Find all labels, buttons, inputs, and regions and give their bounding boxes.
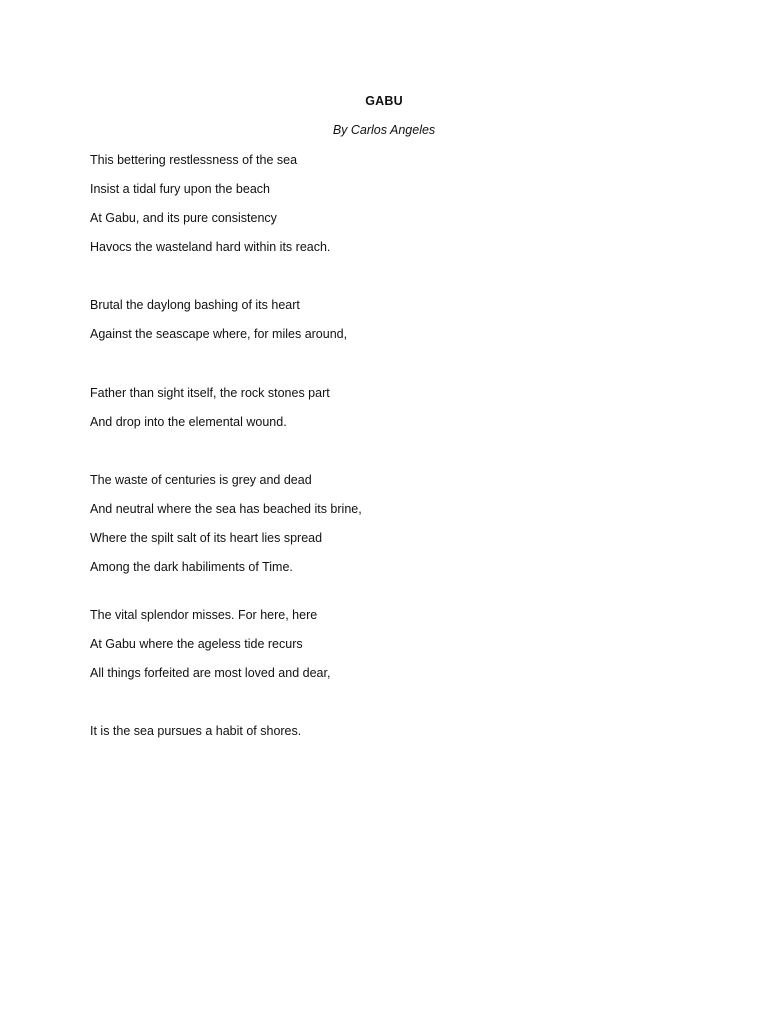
stanza-6 [90, 723, 301, 752]
poem-line: Havocs the wasteland hard within its reach. [90, 240, 331, 254]
poem-line: At Gabu where the ageless tide recurs [90, 637, 303, 651]
poem-author: By Carlos Angeles [332, 123, 436, 137]
poem-line: And drop into the elemental wound. [90, 415, 287, 429]
poem-line: Where the spilt salt of its heart lies spread [90, 531, 323, 545]
stanza-5 [90, 607, 330, 694]
poem-line: The waste of centuries is grey and dead [90, 473, 312, 487]
stanza-3 [90, 385, 330, 443]
stanza-2 [90, 297, 347, 355]
poem-line: The vital splendor misses. For here, here [90, 608, 318, 622]
poem-line: Brutal the daylong bashing of its heart [90, 298, 300, 312]
poem-title: GABU [365, 94, 403, 108]
stanza-1 [90, 152, 330, 268]
poem-line: Insist a tidal fury upon the beach [90, 182, 270, 196]
poem-line: Father than sight itself, the rock stones part [90, 386, 330, 400]
poem-line: And neutral where the sea has beached its brine, [90, 502, 362, 516]
poem-line: All things forfeited are most loved and dear, [90, 666, 331, 680]
stanza-4 [90, 472, 362, 588]
poem-line: It is the sea pursues a habit of shores. [90, 724, 302, 738]
poem-line: This bettering restlessness of the sea [90, 153, 298, 167]
poem-line: Among the dark habiliments of Time. [90, 560, 293, 574]
poem-line: Against the seascape where, for miles around, [90, 327, 348, 341]
poem-line: At Gabu, and its pure consistency [90, 211, 277, 225]
